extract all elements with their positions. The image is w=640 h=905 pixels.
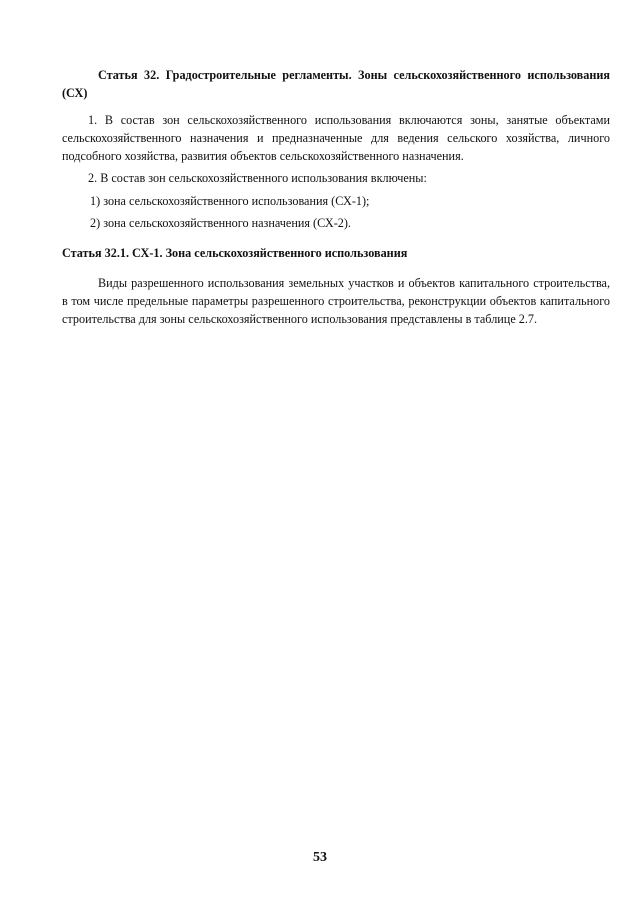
article-32-1-heading: Статья 32.1. СХ-1. Зона сельскохозяйственного использования bbox=[62, 246, 408, 260]
article-32-paragraph-2: 2. В состав зон сельскохозяйственного использования включены: bbox=[88, 171, 427, 185]
article-32-1-paragraph-1: Виды разрешенного использования земельных участков и объектов капитального строительства, в том числе предельные параметры разрешенного строительства, реконструкции объектов капитального строительства для зоны сельскохозяйственного использования представлены в таблице 2.7. bbox=[62, 276, 610, 326]
list-item: 2) зона сельскохозяйственного назначения (СХ-2). bbox=[90, 216, 351, 230]
list-item: 1) зона сельскохозяйственного использования (СХ-1); bbox=[90, 194, 370, 208]
page-number: 53 bbox=[313, 850, 327, 865]
page-content bbox=[62, 66, 610, 328]
article-32-heading: Статья 32. Градостроительные регламенты. Зоны сельскохозяйственного использования (СХ) bbox=[62, 68, 610, 100]
article-32-paragraph-1: 1. В состав зон сельскохозяйственного использования включаются зоны, занятые объектами сельскохозяйственного назначения и предназначенные для ведения сельского хозяйства, личного подсобного хозяйства, развития объектов сельскохозяйственного назначения. bbox=[62, 113, 610, 163]
